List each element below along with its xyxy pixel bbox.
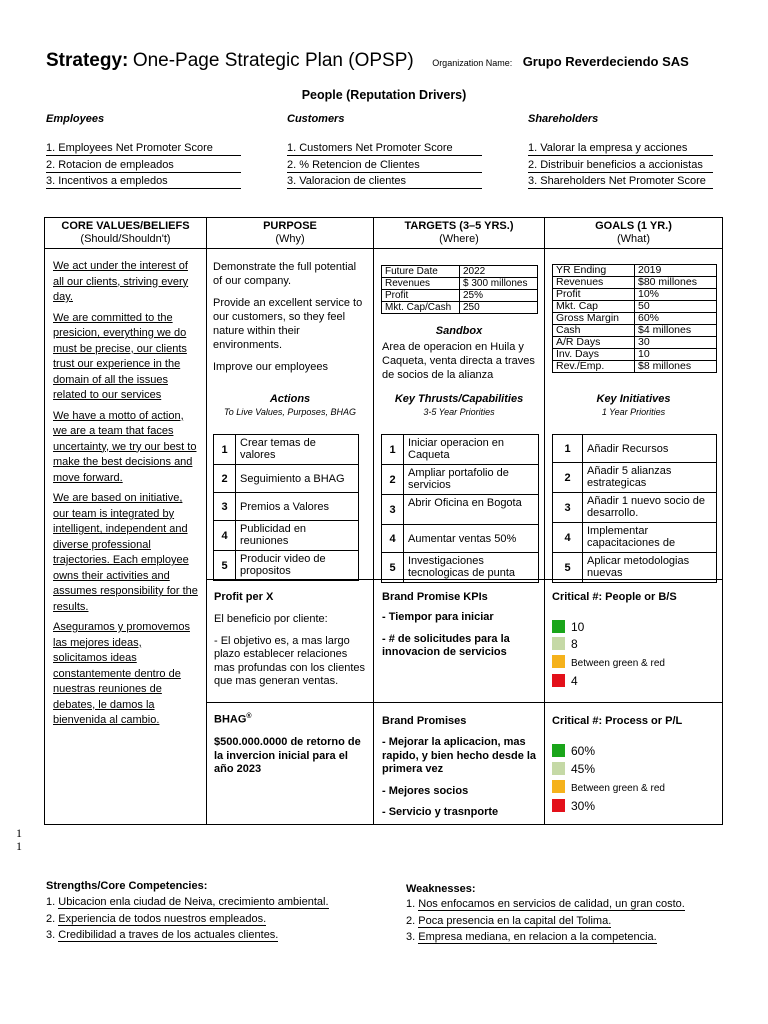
status-square-icon xyxy=(552,799,565,812)
shareholders-title: Shareholders xyxy=(528,113,599,125)
table-row: 2 Seguimiento a BHAG xyxy=(214,465,359,493)
employees-title: Employees xyxy=(46,113,105,125)
brand-kpis-text: - Tiempor para iniciar - # de solicitudes para la innovacion de servicios xyxy=(382,611,510,658)
critical-process-row: Between green & red xyxy=(552,779,665,795)
table-row: 3 Premios a Valores xyxy=(214,493,359,521)
table-row: Profit 10% xyxy=(553,289,717,301)
organization-name: Grupo Reverdeciendo SAS xyxy=(522,54,689,69)
critical-process-row: 60% xyxy=(552,743,595,759)
table-row: Revenues $ 300 millones xyxy=(382,278,538,290)
table-row: Future Date 2022 xyxy=(382,266,538,278)
strengths-title: Strengths/Core Competencies: xyxy=(46,880,208,892)
list-item: 2. % Retencion de Clientes xyxy=(287,158,482,175)
table-row: A/R Days 30 xyxy=(553,337,717,349)
table-row: Cash $4 millones xyxy=(553,325,717,337)
table-row: Revenues $80 millones xyxy=(553,277,717,289)
list-item: 3. Credibilidad a traves de los actuales clientes. xyxy=(46,929,279,941)
grid-divider xyxy=(45,248,722,249)
table-row: 5 Aplicar metodologias nuevas xyxy=(553,553,717,583)
actions-title: Actions xyxy=(269,393,311,405)
grid-divider xyxy=(544,218,545,824)
table-row: 3 Abrir Oficina en Bogota xyxy=(382,495,539,525)
grid-divider xyxy=(206,702,722,703)
list-item: 2. Distribuir beneficios a accionistas xyxy=(528,158,713,175)
table-row: 2 Añadir 5 alianzas estrategicas xyxy=(553,463,717,493)
targets-table xyxy=(381,265,538,314)
brand-kpis-title: Brand Promise KPIs xyxy=(382,591,488,603)
actions-table xyxy=(213,434,359,581)
plan-title: One-Page Strategic Plan (OPSP) xyxy=(132,50,414,71)
thrusts-title: Key Thrusts/Capabilities xyxy=(394,393,524,405)
status-square-icon xyxy=(552,674,565,687)
table-row: Mkt. Cap 50 xyxy=(553,301,717,313)
margin-mark: 1 xyxy=(16,826,22,840)
table-row: 1 Crear temas de valores xyxy=(214,435,359,465)
strengths-list xyxy=(46,895,329,945)
list-item: 3. Valoracion de clientes xyxy=(287,174,482,191)
list-item: 3. Incentivos a empledos xyxy=(46,174,241,191)
list-item: 3. Shareholders Net Promoter Score xyxy=(528,174,713,191)
table-row: 4 Publicidad en reuniones xyxy=(214,521,359,551)
critical-people-row: 4 xyxy=(552,673,578,689)
organization-label: Organization Name: xyxy=(432,58,513,68)
table-row: 4 Aumentar ventas 50% xyxy=(382,525,539,553)
brand-promises-title: Brand Promises xyxy=(382,715,467,727)
status-square-icon xyxy=(552,637,565,650)
table-row: 1 Añadir Recursos xyxy=(553,435,717,463)
purpose-header: PURPOSE (Why) xyxy=(263,220,317,245)
status-square-icon xyxy=(552,780,565,793)
list-item: 1. Valorar la empresa y acciones xyxy=(528,141,713,158)
table-row: 2 Ampliar portafolio de servicios xyxy=(382,465,539,495)
goals-header: GOALS (1 YR.) (What) xyxy=(595,220,672,245)
status-square-icon xyxy=(552,744,565,757)
table-row: Inv. Days 10 xyxy=(553,349,717,361)
profit-per-x-title: Profit per X xyxy=(214,591,274,603)
targets-header: TARGETS (3–5 YRS.) (Where) xyxy=(404,220,514,245)
purpose-text: Demonstrate the full potential of our company. Provide an excellent service to our customers, so they feel nature within their environments. Improve our employees xyxy=(213,261,363,373)
critical-people-title: Critical #: People or B/S xyxy=(552,591,677,603)
core-values-header: CORE VALUES/BELIEFS (Should/Shouldn't) xyxy=(61,220,190,245)
list-item: 2. Experiencia de todos nuestros empleados. xyxy=(46,912,267,925)
critical-process-title: Critical #: Process or P/L xyxy=(552,715,683,727)
table-row: 5 Producir video de propositos xyxy=(214,551,359,581)
weaknesses-title: Weaknesses: xyxy=(406,883,476,895)
critical-people-row: Between green & red xyxy=(552,654,665,670)
page-header xyxy=(46,50,746,78)
list-item: 3. Empresa mediana, en relacion a la competencia. xyxy=(406,931,657,943)
sandbox-title: Sandbox xyxy=(435,325,483,337)
table-row: 5 Investigaciones tecnologicas de punta xyxy=(382,553,539,583)
table-row: Profit 25% xyxy=(382,290,538,302)
brand-promises-text: - Mejorar la aplicacion, mas rapido, y bien hecho desde la primera vez - Mejores socios - Servicio y trasnporte xyxy=(382,736,537,818)
strategy-label: Strategy: xyxy=(46,50,129,71)
list-item: 1. Employees Net Promoter Score xyxy=(46,141,241,158)
status-square-icon xyxy=(552,762,565,775)
table-row: Gross Margin 60% xyxy=(553,313,717,325)
thrusts-subtitle: 3-5 Year Priorities xyxy=(423,407,495,417)
margin-mark: 1 xyxy=(16,839,22,853)
actions-subtitle: To Live Values, Purposes, BHAG xyxy=(224,407,356,417)
shareholders-list xyxy=(528,141,713,191)
critical-people-row: 8 xyxy=(552,636,578,652)
status-square-icon xyxy=(552,620,565,633)
initiatives-subtitle: 1 Year Priorities xyxy=(601,407,666,417)
bhag-title: BHAG® xyxy=(214,713,252,726)
table-row: Mkt. Cap/Cash 250 xyxy=(382,302,538,314)
table-row: 3 Añadir 1 nuevo socio de desarrollo. xyxy=(553,493,717,523)
list-item: 1. Customers Net Promoter Score xyxy=(287,141,482,158)
strategy-grid xyxy=(44,217,723,825)
table-row: 1 Iniciar operacion en Caqueta xyxy=(382,435,539,465)
table-row: 4 Implementar capacitaciones de xyxy=(553,523,717,553)
initiatives-table xyxy=(552,434,717,583)
grid-divider xyxy=(206,218,207,824)
list-item: 2. Rotacion de empleados xyxy=(46,158,241,175)
initiatives-title: Key Initiatives xyxy=(596,393,671,405)
thrusts-table xyxy=(381,434,539,583)
goals-table xyxy=(552,264,717,373)
list-item: 1. Nos enfocamos en servicios de calidad, un gran costo. xyxy=(406,898,685,910)
customers-list xyxy=(287,141,482,191)
bhag-text: $500.000.0000 de retorno de la invercion inicial para el año 2023 xyxy=(214,736,361,775)
profit-per-x-text: El beneficio por cliente: - El objetivo es, a mas largo plazo establecer relaciones mas profundas con los clientes que mas generan ventas. xyxy=(214,613,366,687)
critical-process-row: 45% xyxy=(552,761,595,777)
weaknesses-list xyxy=(406,897,685,947)
sandbox-text: Area de operacion en Huila y Caqueta, venta directa a traves de socios de la alianza xyxy=(382,341,535,381)
status-square-icon xyxy=(552,655,565,668)
people-section-title: People (Reputation Drivers) xyxy=(301,88,467,102)
customers-title: Customers xyxy=(287,113,345,125)
core-values-text: We act under the interest of all our clients, striving every day. We are committed to the presicion, everything we do must be precise, our clients trust our experience in the domain of all the issues related to our services We have a motto of action, we are a team that faces uncertainty, we try our best to make the best decisions and move forward. We are based on initiative, our team is integrated by intelligent, independent and diverse professional trajectories. Each employee owns their activities and assumes responsibility for the results. Aseguramos y promovemos las mejores ideas, solicitamos ideas constantemente dentro de nuestras reuniones de debates, le damos la bienvenida al cambio. xyxy=(53,260,198,726)
critical-people-row: 10 xyxy=(552,619,584,635)
employees-list xyxy=(46,141,241,191)
grid-divider xyxy=(373,218,374,824)
table-row: YR Ending 2019 xyxy=(553,265,717,277)
critical-process-row: 30% xyxy=(552,798,595,814)
list-item: 2. Poca presencia en la capital del Tolima. xyxy=(406,914,612,927)
table-row: Rev./Emp. $8 millones xyxy=(553,361,717,373)
list-item: 1. Ubicacion enla ciudad de Neiva, crecimiento ambiental. xyxy=(46,896,329,908)
